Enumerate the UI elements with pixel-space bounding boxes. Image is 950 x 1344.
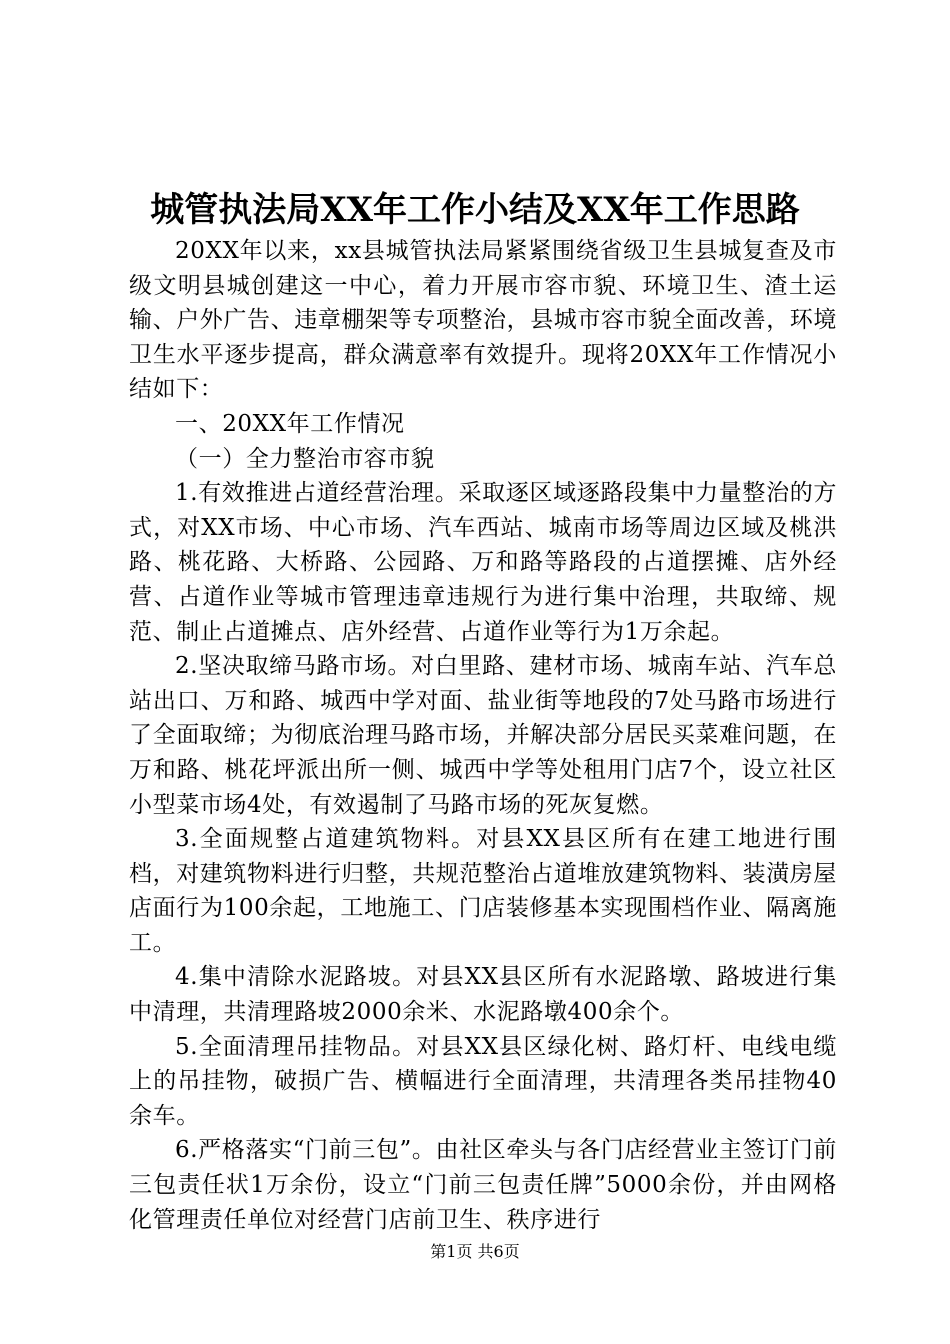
paragraph-item-1: 1.有效推进占道经营治理。采取逐区域逐路段集中力量整治的方式，对XX市场、中心市场、汽车西站、城南市场等周边区域及桃洪路、桃花路、大桥路、公园路、万和路等路段的占道摆摊、店外经营、占道作业等城市管理违章违规行为进行集中治理，共取缔、规范、制止占道摊点、店外经营、占道作业等行为1万余起。 xyxy=(129,480,837,645)
paragraph-item-6: 6.严格落实“门前三包”。由社区牵头与各门店经营业主签订门前三包责任状1万余份，设立“门前三包责任牌”5000余份，并由网格化管理责任单位对经营门店前卫生、秩序进行 xyxy=(129,1137,837,1233)
document-body xyxy=(129,234,837,1237)
paragraph-intro: 20XX年以来，xx县城管执法局紧紧围绕省级卫生县城复查及市级文明县城创建这一中心，着力开展市容市貌、环境卫生、渣土运输、户外广告、违章棚架等专项整治，县城市容市貌全面改善，环境卫生水平逐步提高，群众满意率有效提升。现将20XX年工作情况小结如下： xyxy=(129,238,837,403)
paragraph-item-4: 4.集中清除水泥路坡。对县XX县区所有水泥路墩、路坡进行集中清理，共清理路坡2000余米、水泥路墩400余个。 xyxy=(129,964,837,1026)
paragraph-item-5: 5.全面清理吊挂物品。对县XX县区绿化树、路灯杆、电线电缆上的吊挂物，破损广告、横幅进行全面清理，共清理各类吊挂物40余车。 xyxy=(129,1033,837,1129)
document-title: 城管执法局XX年工作小结及XX年工作思路 xyxy=(150,190,800,230)
heading-section-1: 一、20XX年工作情况 xyxy=(175,410,405,437)
paragraph-item-3: 3.全面规整占道建筑物料。对县XX县区所有在建工地进行围档，对建筑物料进行归整，共规范整治占道堆放建筑物料、装潢房屋店面行为100余起，工地施工、门店装修基本实现围档作业、隔离施工。 xyxy=(129,826,837,956)
page-number-footer: 第1页 共6页 xyxy=(430,1242,520,1261)
paragraph-item-2: 2.坚决取缔马路市场。对白里路、建材市场、城南车站、汽车总站出口、万和路、城西中学对面、盐业街等地段的7处马路市场进行了全面取缔；为彻底治理马路市场，并解决部分居民买菜难问题，在万和路、桃花坪派出所一侧、城西中学等处租用门店7个，设立社区小型菜市场4处，有效遏制了马路市场的死灰复燃。 xyxy=(129,653,837,818)
heading-subsection-1: （一）全力整治市容市貌 xyxy=(175,445,435,472)
